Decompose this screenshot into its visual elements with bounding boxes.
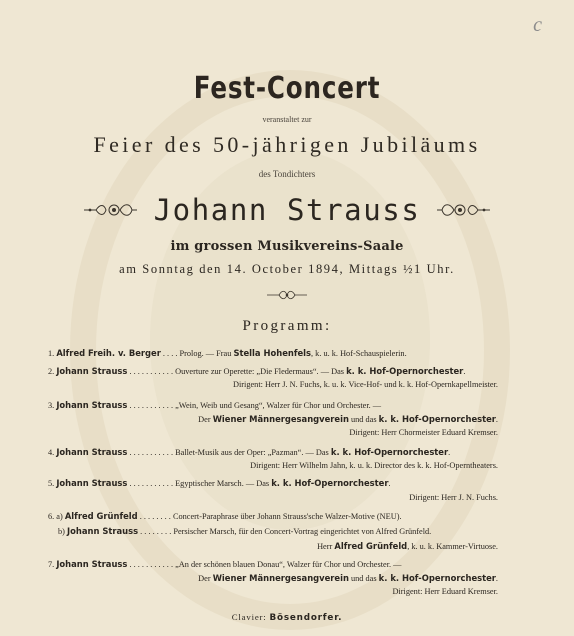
programm-heading: Programm: bbox=[242, 318, 332, 334]
program-item-7 bbox=[48, 559, 498, 569]
leader-dots: . . . . . . . . . . . bbox=[129, 401, 174, 410]
performer-bold: k. k. Hof-Opernorchester bbox=[271, 478, 389, 488]
jubilee-line: Feier des 50-jährigen Jubiläums bbox=[93, 132, 481, 157]
performer-bold: k. k. Hof-Opernorchester bbox=[378, 573, 496, 583]
corner-mark: c bbox=[533, 14, 542, 36]
composer-row bbox=[0, 193, 574, 233]
subtitle-veranstaltet: veranstaltet zur bbox=[262, 115, 312, 124]
performer-bold: Alfred Grünfeld bbox=[334, 541, 408, 551]
program-item-6-performer: Herr Alfred Grünfeld, k. u. k. Kammer-Virtuose. bbox=[317, 541, 498, 551]
performer-bold: Stella Hohenfels bbox=[233, 348, 312, 358]
page-title: Fest-Concert bbox=[193, 71, 381, 106]
program-item-7-performers: Der Wiener Männergesangverein und das k. k. Hof-Opernorchester. bbox=[198, 573, 498, 583]
subtitle-tondichter: des Tondichters bbox=[258, 169, 316, 179]
item-text: Egyptischer Marsch. — Das bbox=[175, 479, 272, 488]
right-ornament-icon bbox=[436, 201, 492, 219]
performer-name: Johann Strauss bbox=[67, 526, 139, 536]
performer-name: Johann Strauss bbox=[56, 447, 128, 457]
item-number: 5. bbox=[48, 479, 55, 488]
program-item-4 bbox=[48, 447, 498, 457]
item-text-end: . bbox=[463, 367, 466, 376]
leader-dots: . . . . . . . . bbox=[139, 512, 171, 521]
program-item-7-conductor: Dirigent: Herr Eduard Kremser. bbox=[392, 587, 498, 596]
item-text: Ballet-Musik aus der Oper: „Pazman“. — Das bbox=[175, 448, 331, 457]
performer-bold: Wiener Männergesangverein bbox=[212, 573, 349, 583]
item-number: 4. bbox=[48, 448, 55, 457]
performer-name: Johann Strauss bbox=[56, 478, 128, 488]
performer-name: Alfred Freih. v. Berger bbox=[56, 348, 161, 358]
left-ornament-icon bbox=[82, 201, 138, 219]
item-number: 1. bbox=[48, 349, 55, 358]
performer-bold: k. k. Hof-Opernorchester bbox=[346, 366, 464, 376]
item-text-end: . bbox=[448, 448, 451, 457]
clavier-line bbox=[0, 612, 574, 623]
item-text: „Wein, Weib und Gesang“, Walzer für Chor und Orchester. — bbox=[175, 401, 382, 410]
item-text: „An der schönen blauen Donau“, Walzer für Chor und Orchester. — bbox=[175, 560, 402, 569]
item-text: Concert-Paraphrase über Johann Strauss'sche Walzer-Motive (NEU). bbox=[172, 512, 402, 521]
program-item-3-performers: Der Wiener Männergesangverein und das k. k. Hof-Opernorchester. bbox=[198, 414, 498, 424]
item-number: 3. bbox=[48, 401, 55, 410]
item-number: 2. bbox=[48, 367, 55, 376]
program-item-3-conductor: Dirigent: Herr Chormeister Eduard Kremser. bbox=[349, 428, 498, 437]
date-line: am Sonntag den 14. October 1894, Mittags ½1 Uhr. bbox=[119, 262, 455, 276]
leader-dots: . . . . . . . . . . . bbox=[129, 560, 174, 569]
program-item-1 bbox=[48, 348, 498, 358]
program-item-3 bbox=[48, 400, 498, 410]
program-item-4-conductor: Dirigent: Herr Wilhelm Jahn, k. u. k. Director des k. k. Hof-Operntheaters. bbox=[250, 461, 498, 470]
performer-name: Johann Strauss bbox=[56, 400, 128, 410]
item-text: Persischer Marsch, für den Concert-Vortrag eingerichtet von Alfred Grünfeld. bbox=[173, 527, 432, 536]
item-number: 7. bbox=[48, 560, 55, 569]
item-text-end: , k. u. k. Hof-Schauspielerin. bbox=[311, 349, 407, 358]
leader-dots: . . . . . . . . . . . bbox=[129, 367, 174, 376]
composer-name: Johann Strauss bbox=[153, 193, 421, 227]
divider-ornament bbox=[0, 288, 574, 306]
venue-line: im grossen Musikvereins-Saale bbox=[170, 239, 404, 254]
item-number: 6. a) bbox=[48, 512, 63, 521]
performer-name: Johann Strauss bbox=[56, 559, 128, 569]
leader-dots: . . . . . . . . bbox=[140, 527, 172, 536]
program-item-2-conductor: Dirigent: Herr J. N. Fuchs, k. u. k. Vice-Hof- und k. k. Hof-Opernkapellmeister. bbox=[232, 380, 498, 389]
performer-bold: Wiener Männergesangverein bbox=[212, 414, 349, 424]
item-text-end: . bbox=[388, 479, 391, 488]
divider-ornament-icon bbox=[265, 289, 309, 301]
performer-bold: k. k. Hof-Opernorchester bbox=[330, 447, 449, 457]
item-text: Prolog. — Frau bbox=[179, 349, 234, 358]
program-item-6b bbox=[58, 526, 498, 536]
leader-dots: . . . . bbox=[162, 349, 178, 358]
performer-name: Johann Strauss bbox=[56, 366, 128, 376]
item-text: Ouverture zur Operette: „Die Fledermaus“. — Das bbox=[175, 367, 347, 376]
program-item-5-conductor: Dirigent: Herr J. N. Fuchs. bbox=[409, 493, 498, 502]
clavier-label: Clavier: bbox=[231, 612, 270, 622]
leader-dots: . . . . . . . . . . . bbox=[129, 448, 174, 457]
performer-bold: k. k. Hof-Opernorchester bbox=[378, 414, 496, 424]
program-item-2 bbox=[48, 366, 498, 376]
program-item-5 bbox=[48, 478, 498, 488]
clavier-value: Bösendorfer. bbox=[269, 613, 343, 623]
leader-dots: . . . . . . . . . . . bbox=[129, 479, 174, 488]
program-item-6a bbox=[48, 511, 498, 521]
item-number: b) bbox=[58, 527, 65, 536]
performer-name: Alfred Grünfeld bbox=[64, 511, 138, 521]
